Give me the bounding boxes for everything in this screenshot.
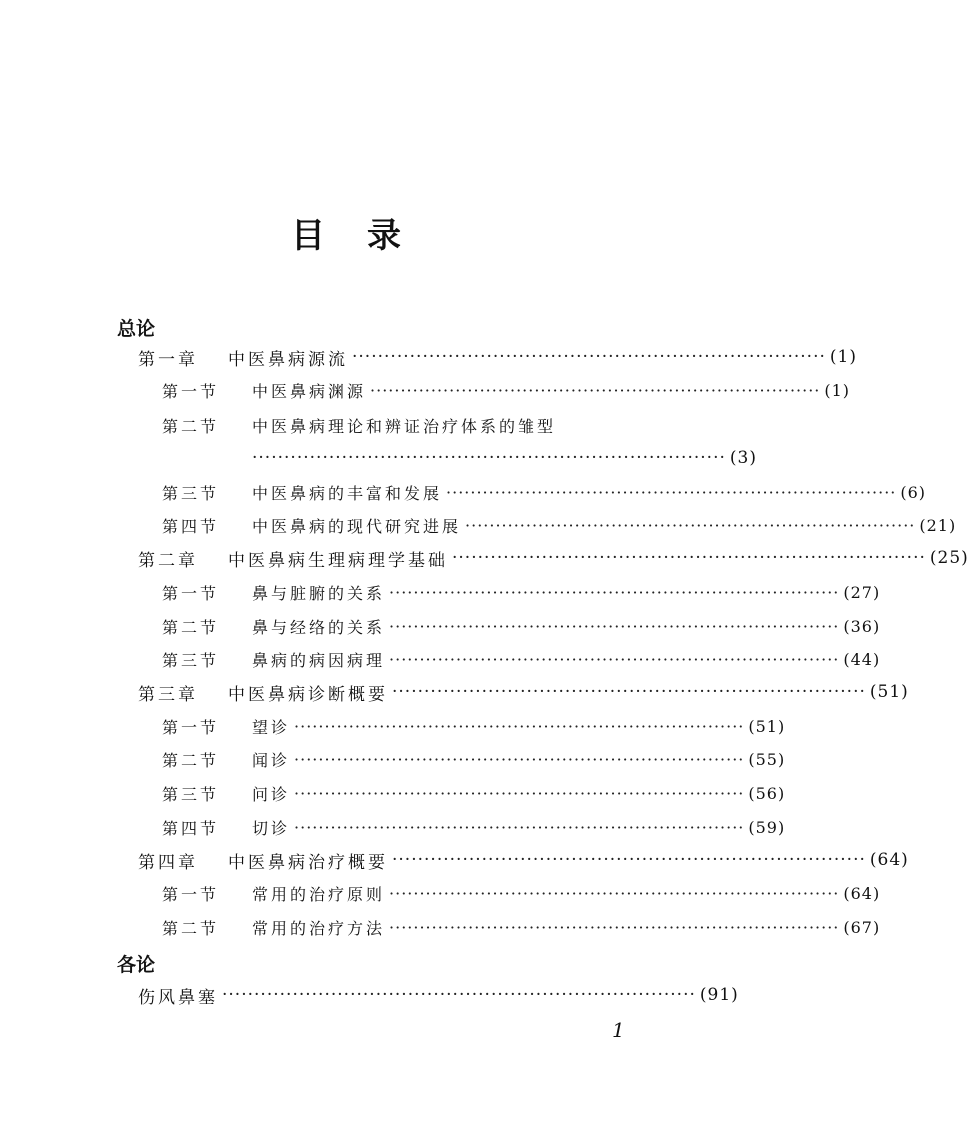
entry-page: (59) [748, 817, 786, 837]
entry-title: 鼻病的病因病理 [252, 650, 386, 670]
entry-number: 第一节 [162, 583, 220, 603]
toc-entry[interactable] [138, 545, 969, 571]
entry-page: (91) [699, 985, 739, 1005]
entry-title: 中医鼻病源流 [228, 349, 348, 370]
toc-entry[interactable] [162, 713, 786, 739]
leader-dots: ·········································································· [389, 883, 840, 903]
leader-dots: ·········································································· [294, 749, 745, 769]
entry-page: (44) [843, 649, 881, 669]
toc-entry[interactable] [162, 613, 881, 639]
entry-title: 中医鼻病诊断概要 [228, 684, 388, 705]
leader-dots: ·········································································· [352, 347, 826, 367]
entry-page: (51) [748, 716, 786, 736]
entry-page: (36) [843, 616, 881, 636]
toc-entry[interactable] [162, 914, 881, 940]
entry-number: 第三节 [162, 784, 220, 804]
entry-title: 切诊 [252, 818, 291, 838]
entry-title: 常用的治疗方法 [252, 918, 386, 938]
entry-page: (3) [729, 448, 757, 468]
entry-page: (6) [900, 482, 927, 502]
leader-dots: ·········································································· [452, 548, 926, 568]
entry-number: 第二节 [162, 750, 220, 770]
leader-dots: ·········································································· [222, 985, 696, 1005]
entry-page: (25) [929, 548, 969, 568]
entry-title: 中医鼻病的丰富和发展 [252, 483, 443, 503]
entry-page: (67) [843, 917, 881, 937]
leader-dots: ·········································································· [389, 616, 840, 636]
page-title: 目录 [291, 216, 443, 256]
entry-number: 第四节 [162, 516, 220, 536]
toc-entry[interactable] [162, 880, 881, 906]
entry-number: 第一节 [162, 381, 220, 401]
toc-entry[interactable] [138, 679, 909, 705]
entry-title: 中医鼻病治疗概要 [228, 852, 388, 873]
entry-number: 第三节 [162, 483, 220, 503]
leader-dots: ·········································································· [294, 783, 745, 803]
toc-entry-continuation[interactable] [252, 445, 757, 471]
entry-number: 第二节 [162, 918, 220, 938]
toc-entry[interactable] [138, 982, 739, 1008]
entry-page: (1) [824, 380, 851, 400]
leader-dots: ·········································································· [294, 817, 745, 837]
toc-entry[interactable] [162, 814, 786, 840]
entry-page: (55) [748, 749, 786, 769]
entry-title: 鼻与脏腑的关系 [252, 583, 386, 603]
toc-entry[interactable] [162, 746, 786, 772]
entry-title: 中医鼻病的现代研究进展 [252, 516, 462, 536]
toc-entry[interactable] [162, 512, 957, 538]
entry-title: 望诊 [252, 717, 291, 737]
entry-number: 第四节 [162, 818, 220, 838]
entry-title: 常用的治疗原则 [252, 884, 386, 904]
leader-dots: ·········································································· [370, 380, 821, 400]
entry-number: 第一节 [162, 884, 220, 904]
part-heading-specific: 各论 [117, 954, 156, 976]
entry-page: (21) [919, 515, 957, 535]
leader-dots: ·········································································· [389, 582, 840, 602]
entry-title: 鼻与经络的关系 [252, 617, 386, 637]
entry-page: (56) [748, 783, 786, 803]
entry-number: 第四章 [138, 852, 198, 873]
entry-title: 问诊 [252, 784, 291, 804]
toc-entry[interactable] [162, 412, 652, 438]
toc-entry[interactable] [138, 344, 857, 370]
leader-dots: ·········································································· [389, 917, 840, 937]
entry-page: (64) [869, 850, 909, 870]
toc-entry[interactable] [162, 377, 851, 403]
page-number: 1 [612, 1018, 625, 1042]
leader-dots: ·········································································· [294, 716, 745, 736]
leader-dots: ·········································································· [465, 515, 916, 535]
entry-title: 闻诊 [252, 750, 291, 770]
part-heading-general: 总论 [117, 318, 156, 340]
entry-title: 中医鼻病渊源 [252, 381, 367, 401]
leader-dots: ·········································································· [252, 448, 726, 468]
toc-entry[interactable] [162, 780, 786, 806]
entry-page: (1) [829, 347, 857, 367]
entry-title: 伤风鼻塞 [138, 987, 218, 1008]
entry-number: 第一章 [138, 349, 198, 370]
entry-number: 第一节 [162, 717, 220, 737]
toc-entry[interactable] [162, 579, 881, 605]
toc-entry[interactable] [162, 646, 881, 672]
toc-entry[interactable] [162, 479, 927, 505]
entry-number: 第二章 [138, 550, 198, 571]
entry-number: 第二节 [162, 617, 220, 637]
leader-dots: ·········································································· [446, 482, 897, 502]
entry-number: 第三节 [162, 650, 220, 670]
entry-title: 中医鼻病生理病理学基础 [228, 550, 448, 571]
leader-dots: ·········································································· [392, 850, 866, 870]
toc-entry[interactable] [138, 847, 909, 873]
entry-number: 第二节 [162, 416, 220, 436]
entry-page: (64) [843, 883, 881, 903]
entry-page: (27) [843, 582, 881, 602]
entry-page: (51) [869, 682, 909, 702]
leader-dots: ·········································································· [389, 649, 840, 669]
entry-title: 中医鼻病理论和辨证治疗体系的雏型 [252, 416, 557, 436]
entry-number: 第三章 [138, 684, 198, 705]
leader-dots: ·········································································· [392, 682, 866, 702]
